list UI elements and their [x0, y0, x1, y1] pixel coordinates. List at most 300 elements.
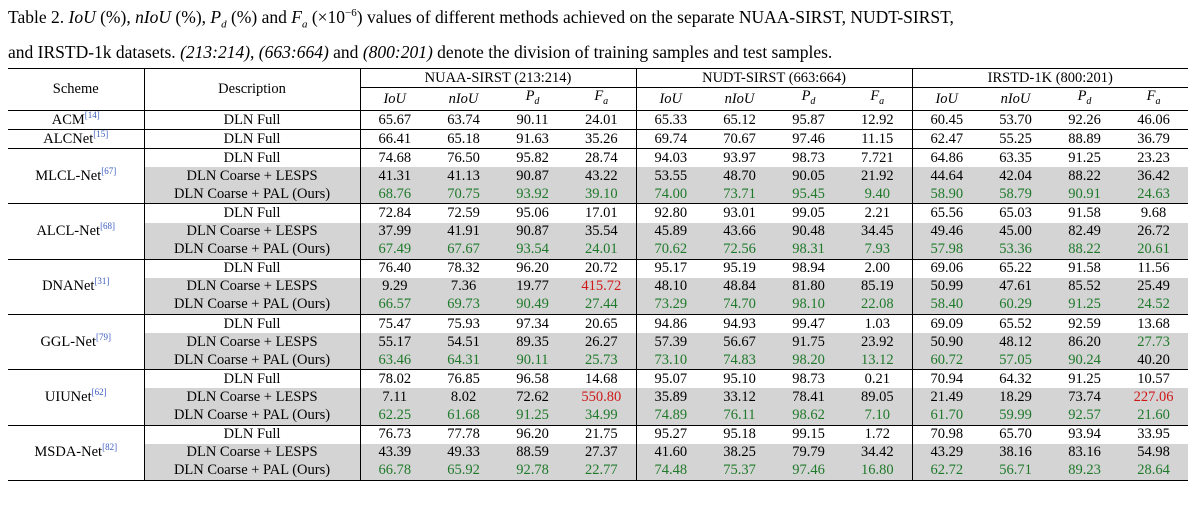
value-cell: 35.89: [636, 388, 705, 406]
value-cell: 90.11: [498, 110, 567, 129]
value-cell: 34.45: [843, 223, 912, 241]
value-cell: 88.59: [498, 444, 567, 462]
value-cell: 95.87: [774, 110, 843, 129]
header-metric: nIoU: [448, 90, 479, 107]
value-cell: 88.22: [1050, 167, 1119, 185]
value-cell: 62.25: [360, 406, 429, 425]
caption-line-2: and IRSTD-1k datasets. (213:214), (663:664) and (800:201) denote the division of training samples and test samples.: [8, 41, 833, 62]
value-cell: 65.22: [981, 259, 1050, 278]
description-cell: DLN Coarse + PAL (Ours): [144, 351, 360, 370]
value-cell: 95.06: [498, 204, 567, 223]
description-cell: DLN Coarse + PAL (Ours): [144, 185, 360, 204]
value-cell: 17.01: [567, 204, 636, 223]
value-cell: 95.18: [705, 425, 774, 444]
value-cell: 16.80: [843, 462, 912, 481]
value-cell: 65.12: [705, 110, 774, 129]
value-cell: 91.25: [1050, 296, 1119, 315]
value-cell: 21.75: [567, 425, 636, 444]
description-cell: DLN Coarse + PAL (Ours): [144, 241, 360, 260]
value-cell: 73.74: [1050, 388, 1119, 406]
table-row: [8, 425, 1188, 444]
value-cell: 92.80: [636, 204, 705, 223]
value-cell: 65.52: [981, 315, 1050, 334]
description-cell: DLN Coarse + LESPS: [144, 444, 360, 462]
value-cell: 95.07: [636, 370, 705, 389]
value-cell: 72.59: [429, 204, 498, 223]
value-cell: 33.12: [705, 388, 774, 406]
citation-ref: [31]: [94, 276, 110, 287]
table-row: [8, 388, 1188, 406]
value-cell: 64.31: [429, 351, 498, 370]
value-cell: 91.58: [1050, 204, 1119, 223]
table-row: [8, 278, 1188, 296]
value-cell: 75.37: [705, 462, 774, 481]
value-cell: 65.70: [981, 425, 1050, 444]
value-cell: 96.58: [498, 370, 567, 389]
table-row: [8, 296, 1188, 315]
value-cell: 94.03: [636, 149, 705, 168]
value-cell: 79.79: [774, 444, 843, 462]
value-cell: 2.00: [843, 259, 912, 278]
value-cell: 37.99: [360, 223, 429, 241]
value-cell: 36.79: [1119, 130, 1188, 149]
header-metric: nIoU: [1000, 90, 1031, 107]
caption-metric-fa: $F_a$: [291, 7, 308, 31]
value-cell: 74.48: [636, 462, 705, 481]
table-row: [8, 241, 1188, 260]
value-cell: 22.08: [843, 296, 912, 315]
value-cell: 45.00: [981, 223, 1050, 241]
value-cell: 43.39: [360, 444, 429, 462]
citation-ref: [62]: [91, 387, 107, 398]
value-cell: 43.66: [705, 223, 774, 241]
value-cell: 40.20: [1119, 351, 1188, 370]
value-cell: 85.52: [1050, 278, 1119, 296]
description-cell: DLN Full: [144, 204, 360, 223]
value-cell: 72.56: [705, 241, 774, 260]
value-cell: 83.16: [1050, 444, 1119, 462]
value-cell: 25.49: [1119, 278, 1188, 296]
scheme-cell: DNANet[31]: [8, 259, 144, 314]
value-cell: 50.99: [912, 278, 981, 296]
value-cell: 7.10: [843, 406, 912, 425]
value-cell: 35.54: [567, 223, 636, 241]
value-cell: 65.33: [636, 110, 705, 129]
scheme-cell: MLCL-Net[67]: [8, 149, 144, 204]
value-cell: 18.29: [981, 388, 1050, 406]
header-row-datasets: [8, 69, 1188, 88]
value-cell: 46.06: [1119, 110, 1188, 129]
table-row: [8, 110, 1188, 129]
value-cell: 21.49: [912, 388, 981, 406]
description-cell: DLN Coarse + LESPS: [144, 223, 360, 241]
value-cell: 9.29: [360, 278, 429, 296]
value-cell: 26.27: [567, 333, 636, 351]
value-cell: 49.33: [429, 444, 498, 462]
caption-line-1: Table 2. IoU (%), nIoU (%), $P_d$ (%) and $F_a$ $(\times 10^{-6})$ values of different methods achieved on the separate NUAA-SIRST, NUDT-SIRST,: [8, 7, 954, 31]
value-cell: 95.10: [705, 370, 774, 389]
scheme-cell: ALCNet[15]: [8, 130, 144, 149]
value-cell: 48.70: [705, 167, 774, 185]
description-cell: DLN Coarse + LESPS: [144, 167, 360, 185]
value-cell: 63.35: [981, 149, 1050, 168]
citation-ref: [68]: [100, 221, 116, 232]
value-cell: 27.37: [567, 444, 636, 462]
value-cell: 97.46: [774, 130, 843, 149]
caption-metric-iou: IoU: [68, 7, 96, 27]
value-cell: 11.56: [1119, 259, 1188, 278]
description-cell: DLN Full: [144, 370, 360, 389]
value-cell: 98.20: [774, 351, 843, 370]
header-metric: IoU: [935, 90, 959, 107]
value-cell: 74.00: [636, 185, 705, 204]
value-cell: 59.99: [981, 406, 1050, 425]
value-cell: 20.61: [1119, 241, 1188, 260]
scheme-cell: UIUNet[62]: [8, 370, 144, 425]
description-cell: DLN Coarse + LESPS: [144, 333, 360, 351]
table-row: [8, 223, 1188, 241]
value-cell: 54.98: [1119, 444, 1188, 462]
value-cell: 25.73: [567, 351, 636, 370]
value-cell: 76.73: [360, 425, 429, 444]
value-cell: 91.75: [774, 333, 843, 351]
value-cell: 58.40: [912, 296, 981, 315]
value-cell: 47.61: [981, 278, 1050, 296]
value-cell: 57.39: [636, 333, 705, 351]
caption-split-irstd: (800:201): [362, 41, 433, 62]
value-cell: 95.27: [636, 425, 705, 444]
caption-split-nudt: (663:664): [258, 41, 329, 62]
value-cell: 90.24: [1050, 351, 1119, 370]
value-cell: 85.19: [843, 278, 912, 296]
value-cell: 55.17: [360, 333, 429, 351]
value-cell: 58.79: [981, 185, 1050, 204]
value-cell: 95.17: [636, 259, 705, 278]
value-cell: 20.65: [567, 315, 636, 334]
value-cell: 14.68: [567, 370, 636, 389]
value-cell: 60.72: [912, 351, 981, 370]
caption-metric-pd: $P_d$: [210, 7, 227, 31]
value-cell: 76.40: [360, 259, 429, 278]
value-cell: 41.13: [429, 167, 498, 185]
citation-ref: [79]: [96, 331, 112, 342]
value-cell: 49.46: [912, 223, 981, 241]
citation-ref: [67]: [101, 165, 117, 176]
value-cell: 38.16: [981, 444, 1050, 462]
header-metric: $P_d$: [801, 88, 816, 107]
value-cell: 50.90: [912, 333, 981, 351]
value-cell: 90.87: [498, 223, 567, 241]
description-cell: DLN Coarse + LESPS: [144, 388, 360, 406]
value-cell: 97.46: [774, 462, 843, 481]
value-cell: 20.72: [567, 259, 636, 278]
caption-metric-niou: nIoU: [135, 7, 172, 27]
value-cell: 64.86: [912, 149, 981, 168]
header-dataset: NUAA-SIRST (213:214): [360, 69, 636, 88]
value-cell: 93.94: [1050, 425, 1119, 444]
description-cell: DLN Coarse + LESPS: [144, 278, 360, 296]
value-cell: 43.29: [912, 444, 981, 462]
scheme-cell: GGL-Net[79]: [8, 315, 144, 370]
scheme-cell: ALCL-Net[68]: [8, 204, 144, 259]
table-row: [8, 351, 1188, 370]
value-cell: 98.10: [774, 296, 843, 315]
value-cell: 88.22: [1050, 241, 1119, 260]
value-cell: 48.10: [636, 278, 705, 296]
value-cell: 78.41: [774, 388, 843, 406]
table-row: [8, 259, 1188, 278]
value-cell: 38.25: [705, 444, 774, 462]
description-cell: DLN Full: [144, 130, 360, 149]
value-cell: 91.25: [1050, 370, 1119, 389]
header-metric: $P_d$: [1077, 88, 1092, 107]
description-cell: DLN Full: [144, 110, 360, 129]
value-cell: 97.34: [498, 315, 567, 334]
value-cell: 90.11: [498, 351, 567, 370]
value-cell: 72.62: [498, 388, 567, 406]
value-cell: 34.99: [567, 406, 636, 425]
value-cell: 54.51: [429, 333, 498, 351]
description-cell: DLN Coarse + PAL (Ours): [144, 406, 360, 425]
value-cell: 98.73: [774, 149, 843, 168]
value-cell: 93.01: [705, 204, 774, 223]
table-row: [8, 333, 1188, 351]
header-metric: IoU: [659, 90, 683, 107]
value-cell: 81.80: [774, 278, 843, 296]
value-cell: 11.15: [843, 130, 912, 149]
table-caption: [8, 4, 1188, 66]
value-cell: 53.55: [636, 167, 705, 185]
value-cell: 24.01: [567, 110, 636, 129]
description-cell: DLN Coarse + PAL (Ours): [144, 296, 360, 315]
value-cell: 57.05: [981, 351, 1050, 370]
value-cell: 28.74: [567, 149, 636, 168]
value-cell: 72.84: [360, 204, 429, 223]
value-cell: 94.86: [636, 315, 705, 334]
value-cell: 94.93: [705, 315, 774, 334]
header-metric: IoU: [383, 90, 407, 107]
value-cell: 63.74: [429, 110, 498, 129]
value-cell: 39.10: [567, 185, 636, 204]
value-cell: 99.47: [774, 315, 843, 334]
value-cell: 36.42: [1119, 167, 1188, 185]
header-metric: $F_a$: [567, 88, 636, 111]
value-cell: 7.93: [843, 241, 912, 260]
value-cell: 95.82: [498, 149, 567, 168]
value-cell: 550.80: [567, 388, 636, 406]
value-cell: 82.49: [1050, 223, 1119, 241]
description-cell: DLN Full: [144, 425, 360, 444]
value-cell: 70.75: [429, 185, 498, 204]
value-cell: 41.91: [429, 223, 498, 241]
value-cell: 93.97: [705, 149, 774, 168]
table-row: [8, 315, 1188, 334]
value-cell: 12.92: [843, 110, 912, 129]
citation-ref: [15]: [93, 129, 109, 139]
value-cell: 91.25: [1050, 149, 1119, 168]
value-cell: 66.57: [360, 296, 429, 315]
value-cell: 61.70: [912, 406, 981, 425]
citation-ref: [14]: [84, 110, 100, 120]
value-cell: 69.73: [429, 296, 498, 315]
value-cell: 34.42: [843, 444, 912, 462]
description-cell: DLN Full: [144, 149, 360, 168]
value-cell: 33.95: [1119, 425, 1188, 444]
value-cell: 62.72: [912, 462, 981, 481]
caption-exponent: −6: [345, 7, 357, 20]
value-cell: 415.72: [567, 278, 636, 296]
value-cell: 43.22: [567, 167, 636, 185]
value-cell: 53.70: [981, 110, 1050, 129]
value-cell: 48.84: [705, 278, 774, 296]
value-cell: 35.26: [567, 130, 636, 149]
value-cell: 65.67: [360, 110, 429, 129]
value-cell: 8.02: [429, 388, 498, 406]
value-cell: 96.20: [498, 425, 567, 444]
value-cell: 89.05: [843, 388, 912, 406]
value-cell: 41.31: [360, 167, 429, 185]
value-cell: 67.67: [429, 241, 498, 260]
value-cell: 44.64: [912, 167, 981, 185]
value-cell: 90.91: [1050, 185, 1119, 204]
value-cell: 60.29: [981, 296, 1050, 315]
table-row: [8, 444, 1188, 462]
value-cell: 92.57: [1050, 406, 1119, 425]
value-cell: 9.40: [843, 185, 912, 204]
value-cell: 7.11: [360, 388, 429, 406]
value-cell: 69.74: [636, 130, 705, 149]
value-cell: 62.47: [912, 130, 981, 149]
value-cell: 90.87: [498, 167, 567, 185]
value-cell: 1.03: [843, 315, 912, 334]
value-cell: 76.50: [429, 149, 498, 168]
value-cell: 13.68: [1119, 315, 1188, 334]
description-cell: DLN Full: [144, 315, 360, 334]
value-cell: 73.71: [705, 185, 774, 204]
value-cell: 66.78: [360, 462, 429, 481]
value-cell: 73.29: [636, 296, 705, 315]
value-cell: 27.44: [567, 296, 636, 315]
value-cell: 13.12: [843, 351, 912, 370]
table-row: [8, 167, 1188, 185]
value-cell: 93.54: [498, 241, 567, 260]
value-cell: 89.23: [1050, 462, 1119, 481]
value-cell: 27.73: [1119, 333, 1188, 351]
table-row: [8, 204, 1188, 223]
value-cell: 24.01: [567, 241, 636, 260]
header-metric: $F_a$: [843, 88, 912, 111]
description-cell: DLN Full: [144, 259, 360, 278]
value-cell: 1.72: [843, 425, 912, 444]
value-cell: 58.90: [912, 185, 981, 204]
value-cell: 65.18: [429, 130, 498, 149]
header-dataset: NUDT-SIRST (663:664): [636, 69, 912, 88]
value-cell: 95.19: [705, 259, 774, 278]
value-cell: 10.57: [1119, 370, 1188, 389]
header-description: Description: [144, 69, 360, 111]
description-cell: DLN Coarse + PAL (Ours): [144, 462, 360, 481]
value-cell: 48.12: [981, 333, 1050, 351]
results-table: [8, 68, 1188, 481]
value-cell: 60.45: [912, 110, 981, 129]
value-cell: 24.52: [1119, 296, 1188, 315]
value-cell: 24.63: [1119, 185, 1188, 204]
value-cell: 7.36: [429, 278, 498, 296]
value-cell: 65.56: [912, 204, 981, 223]
value-cell: 77.78: [429, 425, 498, 444]
value-cell: 23.23: [1119, 149, 1188, 168]
value-cell: 93.92: [498, 185, 567, 204]
value-cell: 90.05: [774, 167, 843, 185]
value-cell: 92.26: [1050, 110, 1119, 129]
value-cell: 66.41: [360, 130, 429, 149]
value-cell: 89.35: [498, 333, 567, 351]
value-cell: 88.89: [1050, 130, 1119, 149]
value-cell: 64.32: [981, 370, 1050, 389]
value-cell: 69.06: [912, 259, 981, 278]
header-metric: $P_d$: [525, 88, 540, 107]
value-cell: 21.60: [1119, 406, 1188, 425]
value-cell: 28.64: [1119, 462, 1188, 481]
value-cell: 9.68: [1119, 204, 1188, 223]
value-cell: 53.36: [981, 241, 1050, 260]
value-cell: 78.32: [429, 259, 498, 278]
value-cell: 26.72: [1119, 223, 1188, 241]
value-cell: 75.93: [429, 315, 498, 334]
value-cell: 98.62: [774, 406, 843, 425]
value-cell: 92.78: [498, 462, 567, 481]
value-cell: 70.94: [912, 370, 981, 389]
table-row: [8, 149, 1188, 168]
table-row: [8, 185, 1188, 204]
table-row: [8, 462, 1188, 481]
header-scheme: Scheme: [8, 69, 144, 111]
value-cell: 21.92: [843, 167, 912, 185]
value-cell: 99.15: [774, 425, 843, 444]
scheme-cell: MSDA-Net[82]: [8, 425, 144, 480]
value-cell: 2.21: [843, 204, 912, 223]
table-row: [8, 370, 1188, 389]
value-cell: 65.03: [981, 204, 1050, 223]
table-row: [8, 130, 1188, 149]
value-cell: 57.98: [912, 241, 981, 260]
value-cell: 92.59: [1050, 315, 1119, 334]
value-cell: 75.47: [360, 315, 429, 334]
value-cell: 98.94: [774, 259, 843, 278]
value-cell: 22.77: [567, 462, 636, 481]
value-cell: 91.58: [1050, 259, 1119, 278]
value-cell: 76.85: [429, 370, 498, 389]
value-cell: 61.68: [429, 406, 498, 425]
value-cell: 227.06: [1119, 388, 1188, 406]
scheme-cell: ACM[14]: [8, 110, 144, 129]
caption-split-nuaa: (213:214): [180, 41, 251, 62]
value-cell: 65.92: [429, 462, 498, 481]
value-cell: 23.92: [843, 333, 912, 351]
value-cell: 0.21: [843, 370, 912, 389]
value-cell: 74.83: [705, 351, 774, 370]
value-cell: 69.09: [912, 315, 981, 334]
value-cell: 78.02: [360, 370, 429, 389]
value-cell: 68.76: [360, 185, 429, 204]
value-cell: 99.05: [774, 204, 843, 223]
header-metric: $F_a$: [1146, 88, 1161, 107]
value-cell: 90.48: [774, 223, 843, 241]
value-cell: 76.11: [705, 406, 774, 425]
value-cell: 70.67: [705, 130, 774, 149]
header-metric: nIoU: [724, 90, 755, 107]
value-cell: 70.62: [636, 241, 705, 260]
